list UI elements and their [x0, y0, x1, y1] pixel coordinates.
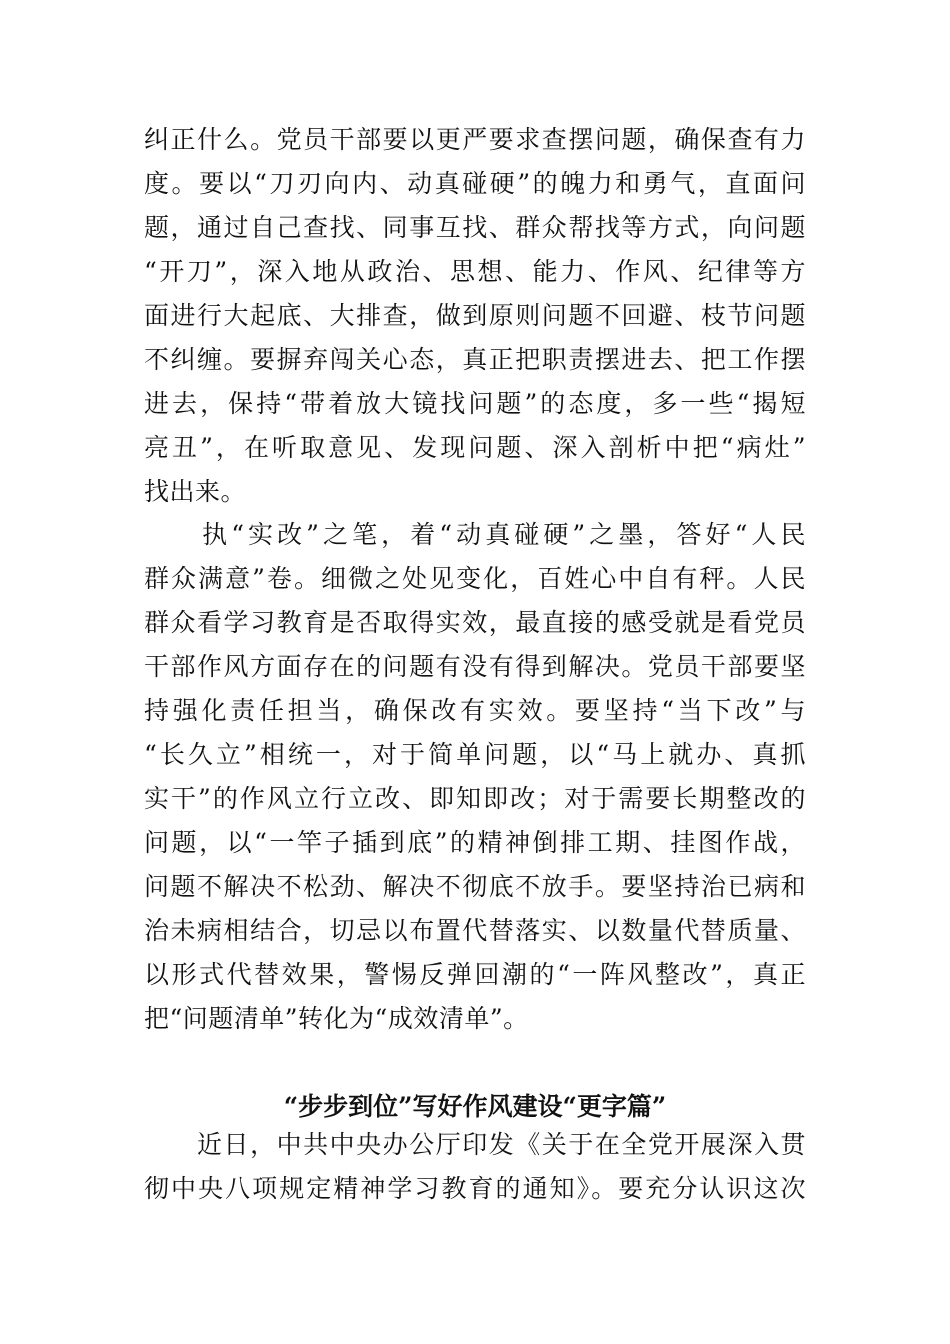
- paragraph-line: 群众满意”卷。细微之处见变化，百姓心中自有秤。人民: [144, 564, 806, 593]
- paragraph-line: 执“实改”之笔，着“动真碰硬”之墨，答好“人民: [144, 520, 806, 549]
- paragraph-line: 问题，以“一竿子插到底”的精神倒排工期、挂图作战，: [144, 828, 806, 857]
- paragraph-line: 持强化责任担当，确保改有实效。要坚持“当下改”与: [144, 696, 806, 725]
- paragraph-line: 度。要以“刀刃向内、动真碰硬”的魄力和勇气，直面问: [144, 169, 806, 198]
- paragraph-2: [144, 513, 806, 1041]
- paragraph-line: 纠正什么。党员干部要以更严要求查摆问题，确保查有力: [144, 125, 806, 154]
- paragraph-line: 近日，中共中央办公厅印发《关于在全党开展深入贯: [144, 1130, 806, 1159]
- paragraph-line: 找出来。: [144, 477, 247, 506]
- paragraph-line: 治未病相结合，切忌以布置代替落实、以数量代替质量、: [144, 916, 806, 945]
- section-heading: “步步到位”写好作风建设“更字篇”: [283, 1092, 667, 1121]
- paragraph-line: 实干”的作风立行立改、即知即改；对于需要长期整改的: [144, 784, 806, 813]
- paragraph-3: [144, 1123, 806, 1211]
- paragraph-line: 问题不解决不松劲、解决不彻底不放手。要坚持治已病和: [144, 872, 806, 901]
- paragraph-line: 进去，保持“带着放大镜找问题”的态度，多一些“揭短: [144, 389, 806, 418]
- paragraph-line: 亮丑”，在听取意见、发现问题、深入剖析中把“病灶”: [144, 433, 806, 462]
- paragraph-line: 题，通过自己查找、同事互找、群众帮找等方式，向问题: [144, 213, 806, 242]
- paragraph-1: [144, 118, 806, 514]
- paragraph-line: 面进行大起底、大排查，做到原则问题不回避、枝节问题: [144, 301, 806, 330]
- paragraph-line: 彻中央八项规定精神学习教育的通知》。要充分认识这次: [144, 1174, 806, 1203]
- paragraph-line: 把“问题清单”转化为“成效清单”。: [144, 1004, 529, 1033]
- paragraph-line: 不纠缠。要摒弃闯关心态，真正把职责摆进去、把工作摆: [144, 345, 806, 374]
- paragraph-line: “长久立”相统一，对于简单问题，以“马上就办、真抓: [144, 740, 806, 769]
- paragraph-line: 以形式代替效果，警惕反弹回潮的“一阵风整改”，真正: [144, 960, 806, 989]
- paragraph-line: 群众看学习教育是否取得实效，最直接的感受就是看党员: [144, 608, 806, 637]
- paragraph-line: “开刀”，深入地从政治、思想、能力、作风、纪律等方: [144, 257, 806, 286]
- paragraph-line: 干部作风方面存在的问题有没有得到解决。党员干部要坚: [144, 652, 806, 681]
